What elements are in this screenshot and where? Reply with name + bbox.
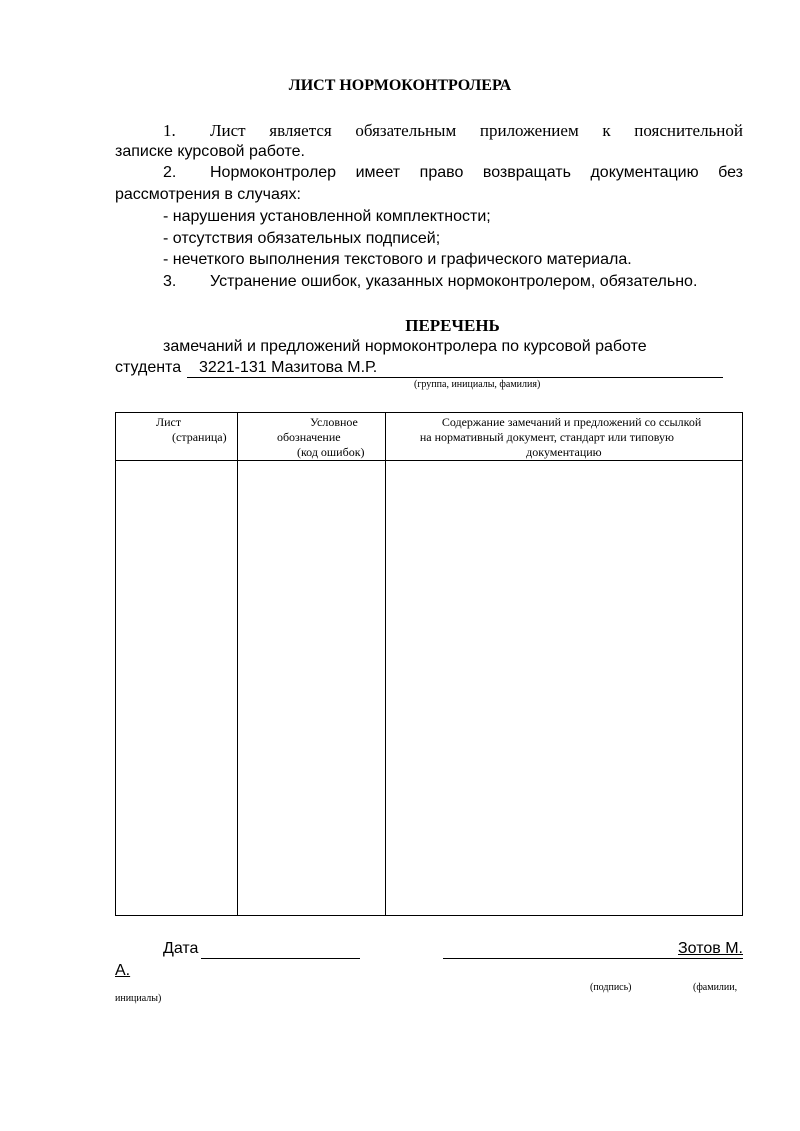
surname-hint: (фамилии, bbox=[693, 982, 738, 993]
inspector-name-part2: А. bbox=[115, 962, 131, 979]
remarks-table bbox=[115, 412, 743, 916]
item-1-continuation: записке курсовой работе. bbox=[115, 143, 305, 160]
item-3-number: 3. bbox=[163, 273, 177, 290]
header-sheet: Лист (страница) bbox=[116, 413, 238, 461]
table-header-row bbox=[116, 413, 743, 461]
bullet-item: - нечеткого выполнения текстового и графического материала. bbox=[163, 251, 632, 268]
bullet-item: - отсутствия обязательных подписей; bbox=[163, 230, 441, 247]
student-label: студента bbox=[115, 359, 182, 376]
inspector-name-part1: Зотов М. bbox=[678, 940, 743, 957]
item-1-line bbox=[163, 121, 743, 141]
initials-hint: инициалы) bbox=[115, 993, 162, 1004]
list-subtitle: замечаний и предложений нормоконтролера по курсовой работе bbox=[163, 338, 647, 355]
list-title: ПЕРЕЧЕНЬ bbox=[405, 316, 500, 335]
signature-underline bbox=[443, 958, 743, 959]
item-2-text: Нормоконтролер имеет право возвращать документацию без bbox=[210, 164, 743, 181]
table-cell bbox=[237, 461, 385, 916]
bullet-item: - нарушения установленной комплектности; bbox=[163, 208, 491, 225]
item-3-text: Устранение ошибок, указанных нормоконтролером, обязательно. bbox=[210, 273, 698, 290]
student-value: 3221-131 Мазитова М.Р. bbox=[199, 359, 378, 376]
student-underline bbox=[187, 377, 723, 378]
item-1-text: Лист является обязательным приложением к пояснительной bbox=[210, 121, 743, 140]
header-code: Условное обозначение (код ошибок) bbox=[237, 413, 385, 461]
date-label: Дата bbox=[163, 940, 199, 957]
header-content: Содержание замечаний и предложений со ссылкой на нормативный документ, стандарт или типовую документацию bbox=[385, 413, 742, 461]
table-cell bbox=[116, 461, 238, 916]
table-cell bbox=[385, 461, 742, 916]
student-hint: (группа, инициалы, фамилия) bbox=[414, 379, 541, 390]
page-title: ЛИСТ НОРМОКОНТРОЛЕРА bbox=[288, 77, 512, 94]
table-body-row bbox=[116, 461, 743, 916]
date-underline bbox=[201, 958, 360, 959]
item-2-continuation: рассмотрения в случаях: bbox=[115, 186, 301, 203]
item-1-number: 1. bbox=[163, 121, 176, 140]
item-2-line bbox=[163, 164, 743, 182]
item-2-number: 2. bbox=[163, 164, 177, 181]
signature-hint: (подпись) bbox=[590, 982, 632, 993]
